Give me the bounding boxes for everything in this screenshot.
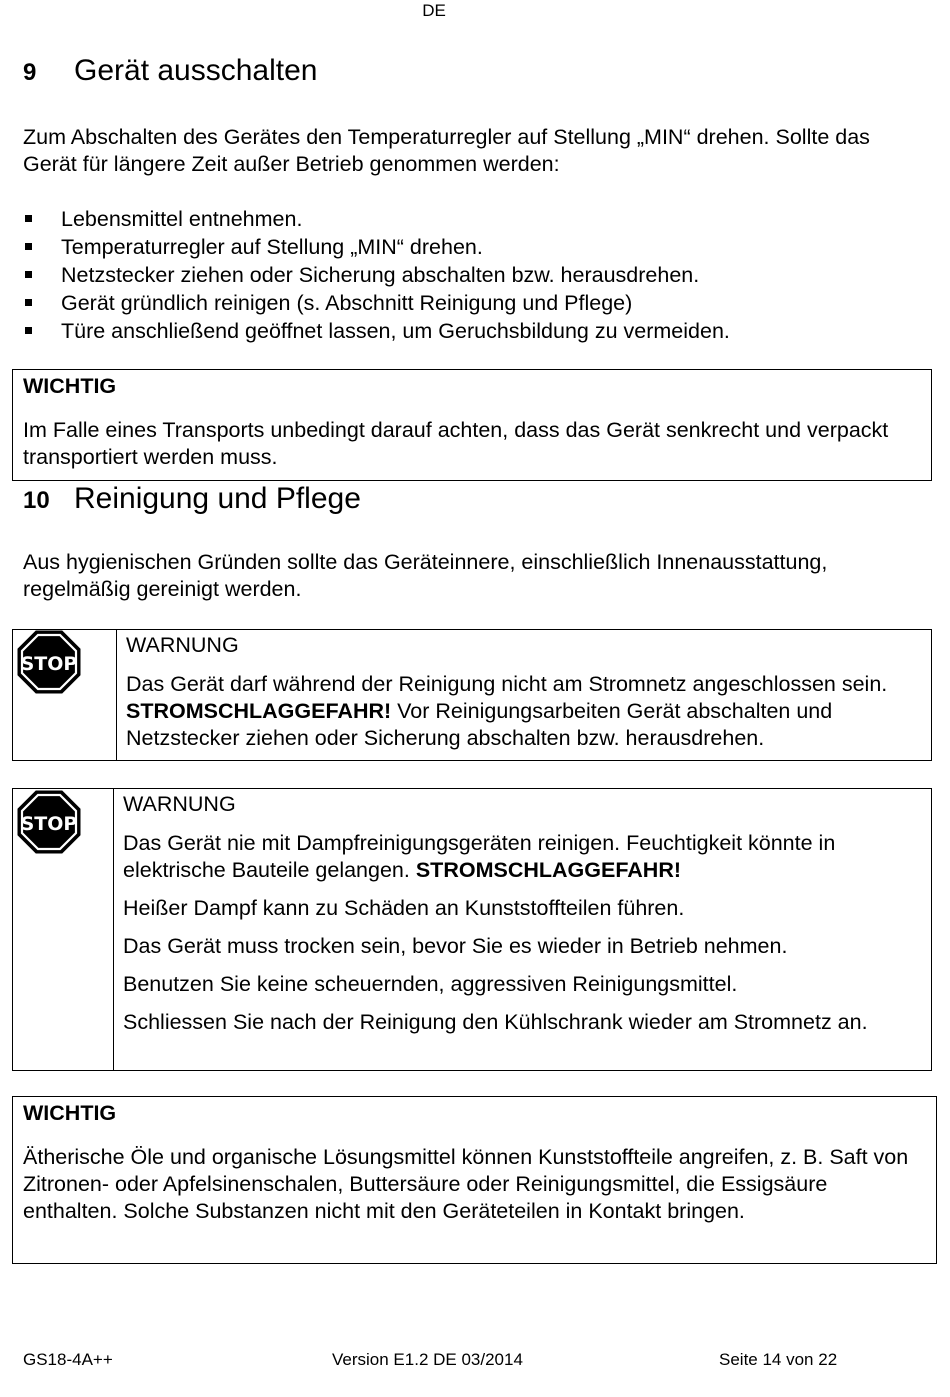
stop-sign-icon [17,790,81,854]
section-9-intro: Zum Abschalten des Gerätes den Temperaturregler auf Stellung „MIN“ drehen. Sollte das Gerät für längere Zeit außer Betrieb genommen werden: [23,125,870,176]
list-item: Gerät gründlich reinigen (s. Abschnitt Reinigung und Pflege) [23,289,730,317]
shutdown-steps-list [23,205,730,345]
section-title: Gerät ausschalten [74,54,318,87]
warning-icon-cell [13,630,117,760]
warning-paragraph: Das Gerät muss trocken sein, bevor Sie es wieder in Betrieb nehmen. [123,934,788,958]
list-item: Netzstecker ziehen oder Sicherung abschalten bzw. herausdrehen. [23,261,730,289]
warning-box-steam [12,788,932,1071]
warning-label: WARNUNG [123,792,236,816]
section-number: 9 [23,59,37,86]
warning-paragraph: Schliessen Sie nach der Reinigung den Kühlschrank wieder am Stromnetz an. [123,1010,868,1034]
warning-paragraph: Benutzen Sie keine scheuernden, aggressiven Reinigungsmittel. [123,972,738,996]
warning-content [117,630,927,760]
section-9-heading [23,54,317,88]
warning-text [123,830,924,884]
warning-text-part: Das Gerät darf während der Reinigung nicht am Stromnetz angeschlossen sein. [126,672,888,696]
stop-sign-text: STOP [20,653,78,675]
section-10-heading [23,482,361,516]
warning-content [114,789,924,1070]
warning-text [126,671,927,752]
warning-box-power [12,629,932,761]
list-item: Türe anschließend geöffnet lassen, um Geruchsbildung zu vermeiden. [23,317,730,345]
stop-sign-text: STOP [20,813,78,835]
warning-icon-cell [13,789,114,1070]
footer-version: Version E1.2 DE 03/2014 [332,1350,523,1369]
section-title: Reinigung und Pflege [74,482,361,515]
important-text: Im Falle eines Transports unbedingt darauf achten, dass das Gerät senkrecht und verpackt transportiert werden muss. [23,418,889,469]
section-10-intro: Aus hygienischen Gründen sollte das Geräteinnere, einschließlich Innenausstattung, regelmäßig gereinigt werden. [23,550,828,601]
warning-text-part: Vor Reinigungsarbeiten Gerät abschalten und Netzstecker ziehen oder Sicherung abschalten bzw. herausdrehen. [126,699,833,750]
shock-hazard-label: STROMSCHLAGGEFAHR! [415,858,682,882]
stop-sign-icon [17,630,81,694]
section-number: 10 [23,487,50,514]
list-item: Temperaturregler auf Stellung „MIN“ drehen. [23,233,730,261]
language-label: DE [422,1,446,20]
warning-label: WARNUNG [126,633,239,657]
important-label: WICHTIG [23,374,117,398]
footer-page-number: Seite 14 von 22 [719,1350,838,1369]
shock-hazard-label: STROMSCHLAGGEFAHR! [126,699,392,723]
warning-paragraph: Heißer Dampf kann zu Schäden an Kunststoffteilen führen. [123,896,685,920]
important-label: WICHTIG [23,1101,117,1125]
important-text: Ätherische Öle und organische Lösungsmittel können Kunststoffteile angreifen, z. B. Saft von Zitronen- oder Apfelsinenschalen, Buttersäure oder Reinigungsmittel, die Essigsäure enthalten. Solche Substanzen nicht mit den Geräteteilen in Kontakt bringen. [23,1145,909,1223]
warning-text-part: Das Gerät nie mit Dampfreinigungsgeräten reinigen. Feuchtigkeit könnte in elektrische Bauteile gelangen. [123,831,836,882]
footer-model: GS18-4A++ [23,1350,113,1369]
important-box-transport [12,369,932,481]
important-box-solvents [12,1096,937,1264]
list-item: Lebensmittel entnehmen. [23,205,730,233]
